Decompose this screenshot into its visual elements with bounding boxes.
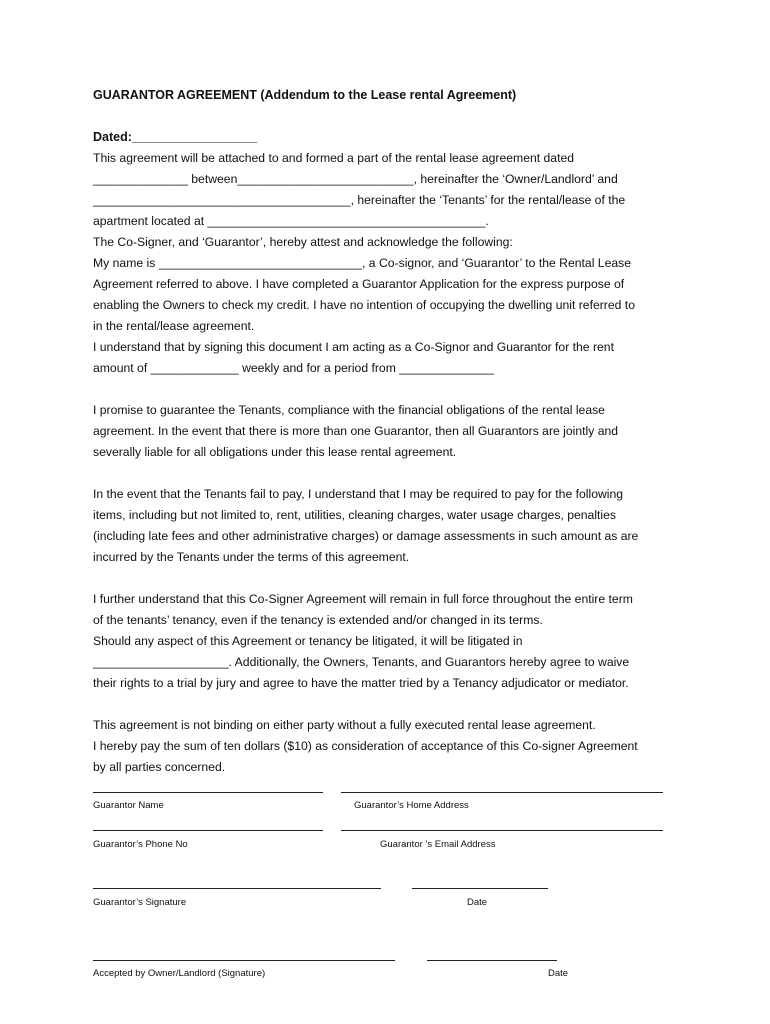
body-line: ______________ between__________________________, hereinafter the ‘Owner/Landlord’ and: [93, 172, 618, 186]
body-line: items, including but not limited to, rent, utilities, cleaning charges, water usage charges, penalties: [93, 508, 616, 522]
home-address-label: Guarantor’s Home Address: [354, 800, 469, 811]
email-line[interactable]: [341, 830, 663, 831]
body-line: I understand that by signing this document I am acting as a Co-Signor and Guarantor for the rent: [93, 340, 614, 354]
body-line: ____________________. Additionally, the Owners, Tenants, and Guarantors hereby agree to waive: [93, 655, 630, 669]
body-line: I promise to guarantee the Tenants, compliance with the financial obligations of the rental lease: [93, 403, 605, 417]
body-line: This agreement will be attached to and formed a part of the rental lease agreement dated: [93, 151, 575, 165]
body-line: In the event that the Tenants fail to pay, I understand that I may be required to pay for the following: [93, 487, 624, 501]
body-line: amount of _____________ weekly and for a period from ______________: [93, 361, 495, 375]
body-line: of the tenants’ tenancy, even if the tenancy is extended and/or changed in its terms.: [93, 613, 543, 627]
body-line: by all parties concerned.: [93, 760, 226, 774]
body-line: I further understand that this Co-Signer Agreement will remain in full force throughout the entire term: [93, 592, 633, 606]
body-line: incurred by the Tenants under the terms of this agreement.: [93, 550, 410, 564]
body-line: severally liable for all obligations under this lease rental agreement.: [93, 445, 457, 459]
guarantor-signature-line[interactable]: [93, 888, 381, 889]
body-line: their rights to a trial by jury and agree to have the matter tried by a Tenancy adjudicator or mediator.: [93, 676, 629, 690]
document-title: GUARANTOR AGREEMENT (Addendum to the Lease rental Agreement): [93, 88, 517, 102]
guarantor-date-line[interactable]: [412, 888, 548, 889]
body-line: agreement. In the event that there is more than one Guarantor, then all Guarantors are jointly and: [93, 424, 619, 438]
body-line: enabling the Owners to check my credit. I have no intention of occupying the dwelling unit referred to: [93, 298, 635, 312]
owner-date-line[interactable]: [427, 960, 557, 961]
guarantor-date-label: Date: [467, 897, 488, 908]
phone-line[interactable]: [93, 830, 323, 831]
guarantor-signature-label: Guarantor’s Signature: [93, 897, 187, 908]
body-line: (including late fees and other administrative charges) or damage assessments in such amount as are: [93, 529, 639, 543]
body-line: Agreement referred to above. I have completed a Guarantor Application for the express purpose of: [93, 277, 625, 291]
body-line: This agreement is not binding on either party without a fully executed rental lease agreement.: [93, 718, 596, 732]
guarantor-name-label: Guarantor Name: [93, 800, 164, 811]
body-line: apartment located at _________________________________________.: [93, 214, 489, 228]
body-line: My name is ______________________________, a Co-signor, and ‘Guarantor’ to the Rental Lease: [93, 256, 631, 270]
body-line: I hereby pay the sum of ten dollars ($10) as consideration of acceptance of this Co-signer Agreement: [93, 739, 638, 753]
owner-date-label: Date: [548, 968, 569, 979]
body-line: Should any aspect of this Agreement or tenancy be litigated, it will be litigated in: [93, 634, 523, 648]
owner-signature-label: Accepted by Owner/Landlord (Signature): [93, 968, 266, 979]
phone-label: Guarantor’s Phone No: [93, 839, 188, 850]
dated-field: Dated:__________________: [93, 130, 258, 144]
owner-signature-line[interactable]: [93, 960, 395, 961]
body-line: in the rental/lease agreement.: [93, 319, 255, 333]
body-line: ______________________________________, hereinafter the ‘Tenants’ for the rental/lease of the: [93, 193, 626, 207]
email-label: Guarantor ’s Email Address: [380, 839, 496, 850]
body-line: The Co-Signer, and ‘Guarantor’, hereby attest and acknowledge the following:: [93, 235, 513, 249]
guarantor-name-line[interactable]: [93, 792, 323, 793]
home-address-line[interactable]: [341, 792, 663, 793]
